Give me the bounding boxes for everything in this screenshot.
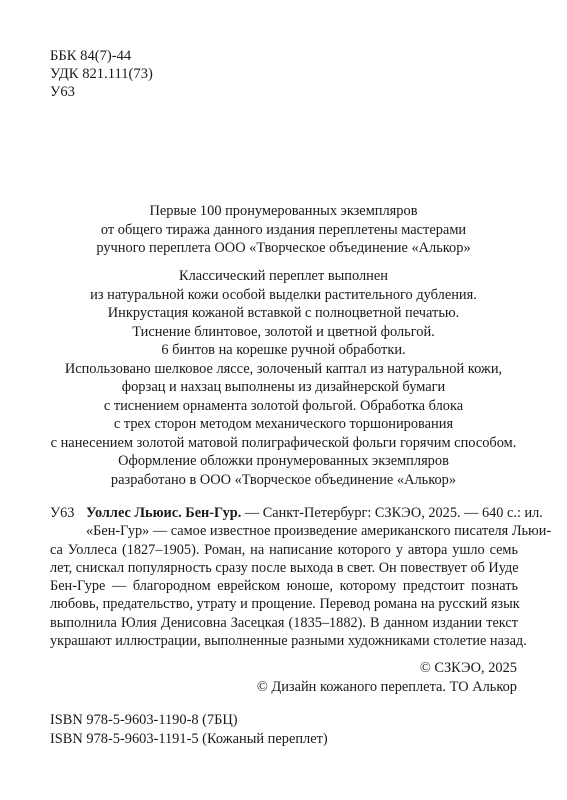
binding-note-line: Использовано шелковое ляссе, золоченый каптал из натуральной кожи,: [64, 360, 503, 377]
binding-note-line: Оформление обложки пронумерованных экземпляров: [118, 453, 449, 469]
binding-note-line: разработано в ООО «Творческое объединение «Алькор»: [110, 471, 457, 488]
isbn-line: ISBN 978-5-9603-1190-8 (7БЦ): [50, 712, 238, 728]
author-title: Уоллес Льюис. Бен-Гур.: [86, 505, 242, 521]
udk-code: УДК 821.111(73): [50, 66, 153, 82]
publisher-copyright: © СЗКЭО, 2025: [419, 660, 517, 676]
annotation-line: Бен-Гуре — благородном еврейском юноше, которому предстоит познать: [50, 578, 518, 595]
annotation-line: са Уоллеса (1827–1905). Роман, на написание которого у автора ушло семь: [50, 541, 518, 558]
publication-info: — Санкт-Петербург: СЗКЭО, 2025. — 640 с.: ил.: [244, 505, 543, 521]
author-mark: У63: [50, 84, 75, 100]
edition-note-line: от общего тиража данного издания переплетены мастерами: [100, 221, 467, 238]
edition-note-line: ручного переплета ООО «Творческое объединение «Алькор»: [96, 240, 471, 256]
binding-note-line: с нанесением золотой матовой полиграфической фольги горячим способом.: [50, 434, 517, 451]
binding-note-line: Классический переплет выполнен: [179, 268, 388, 284]
bbk-code: ББК 84(7)-44: [50, 48, 132, 64]
binding-note-line: из натуральной кожи особой выделки растительного дубления.: [90, 286, 477, 303]
binding-note-line: с трех сторон методом механического торшонирования: [113, 416, 454, 432]
annotation-line: «Бен-Гур» — самое известное произведение американского писателя Льюи-: [86, 523, 552, 540]
isbn-block: [50, 711, 328, 748]
annotation-line: лет, снискал популярность сразу после выхода в свет. Он повествует об Иуде: [50, 559, 519, 576]
isbn-line: ISBN 978-5-9603-1191-5 (Кожаный переплет): [50, 730, 328, 747]
classification-codes: [50, 47, 153, 101]
annotation-first-line: [86, 504, 543, 522]
binding-note: [0, 267, 567, 489]
annotation-author-mark: У63: [50, 505, 75, 521]
annotation-line: украшают иллюстрации, выполненные разными художниками столетие назад.: [50, 633, 527, 650]
annotation-line: выполнила Юлия Денисовна Засецкая (1835–1882). В данном издании текст: [50, 614, 518, 631]
book-annotation: [50, 504, 552, 650]
binding-note-line: 6 бинтов на корешке ручной обработки.: [161, 342, 406, 358]
binding-note-line: форзац и нахзац выполнены из дизайнерской бумаги: [121, 379, 446, 395]
design-copyright: © Дизайн кожаного переплета. ТО Алькор: [256, 678, 517, 695]
edition-note: [0, 202, 567, 258]
edition-note-line: Первые 100 пронумерованных экземпляров: [149, 203, 418, 219]
annotation-line: любовь, предательство, утрату и прощение. Перевод романа на русский язык: [50, 596, 520, 613]
binding-note-line: Тиснение блинтовое, золотой и цветной фольгой.: [132, 323, 435, 340]
copyright-block: [257, 659, 517, 696]
binding-note-line: с тиснением орнамента золотой фольгой. Обработка блока: [103, 397, 464, 414]
binding-note-line: Инкрустация кожаной вставкой с полноцветной печатью.: [107, 305, 460, 321]
